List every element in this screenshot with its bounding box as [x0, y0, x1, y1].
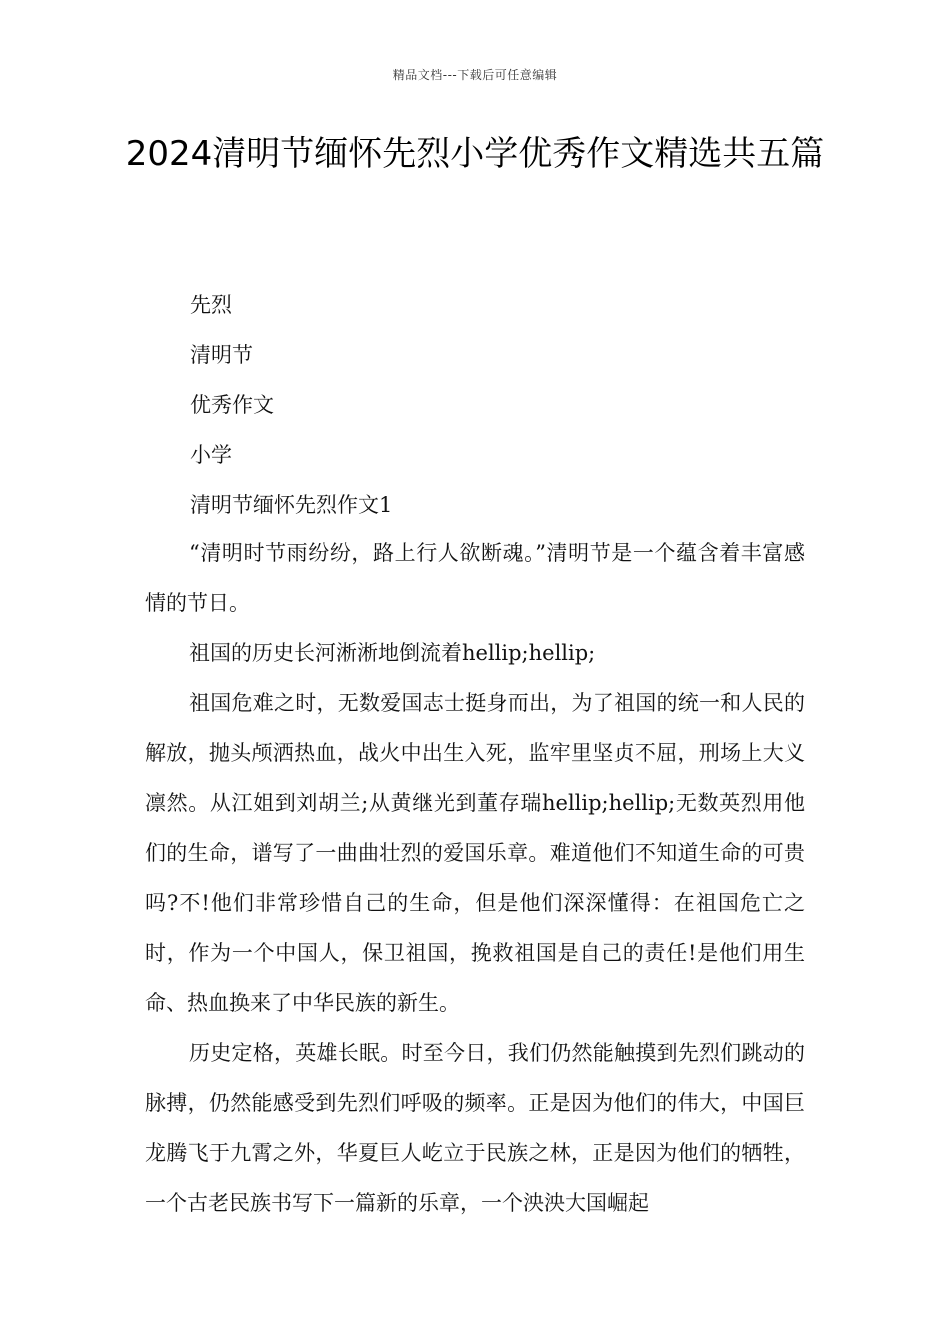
paragraph: 祖国的历史长河淅淅地倒流着hellip;hellip;: [189, 641, 596, 665]
keyword-list: [190, 280, 810, 530]
document-title: 2024清明节缅怀先烈小学优秀作文精选共五篇: [125, 134, 825, 174]
keyword-item: 优秀作文: [190, 393, 274, 417]
essay-body: [145, 528, 805, 1228]
section-heading: 清明节缅怀先烈作文1: [190, 493, 393, 517]
page-header-note: 精品文档---下载后可任意编辑: [392, 68, 558, 82]
paragraph: 祖国危难之时，无数爱国志士挺身而出，为了祖国的统一和人民的解放，抛头颅洒热血，战火中出生入死，监牢里坚贞不屈，刑场上大义凛然。从江姐到刘胡兰;从黄继光到董存瑞hellip;hellip;无数英烈用他们的生命，谱写了一曲曲壮烈的爱国乐章。难道他们不知道生命的可贵吗?不!他们非常珍惜自己的生命，但是他们深深懂得：在祖国危亡之时，作为一个中国人，保卫祖国，挽救祖国是自己的责任!是他们用生命、热血换来了中华民族的新生。: [145, 691, 805, 1015]
keyword-item: 先烈: [190, 293, 232, 317]
paragraph: “清明时节雨纷纷，路上行人欲断魂。”清明节是一个蕴含着丰富感情的节日。: [145, 541, 805, 615]
keyword-item: 清明节: [190, 343, 253, 367]
paragraph: 历史定格，英雄长眠。时至今日，我们仍然能触摸到先烈们跳动的脉搏，仍然能感受到先烈们呼吸的频率。正是因为他们的伟大，中国巨龙腾飞于九霄之外，华夏巨人屹立于民族之林，正是因为他们的牺牲，一个古老民族书写下一篇新的乐章，一个泱泱大国崛起: [145, 1041, 805, 1215]
keyword-item: 小学: [190, 443, 232, 467]
